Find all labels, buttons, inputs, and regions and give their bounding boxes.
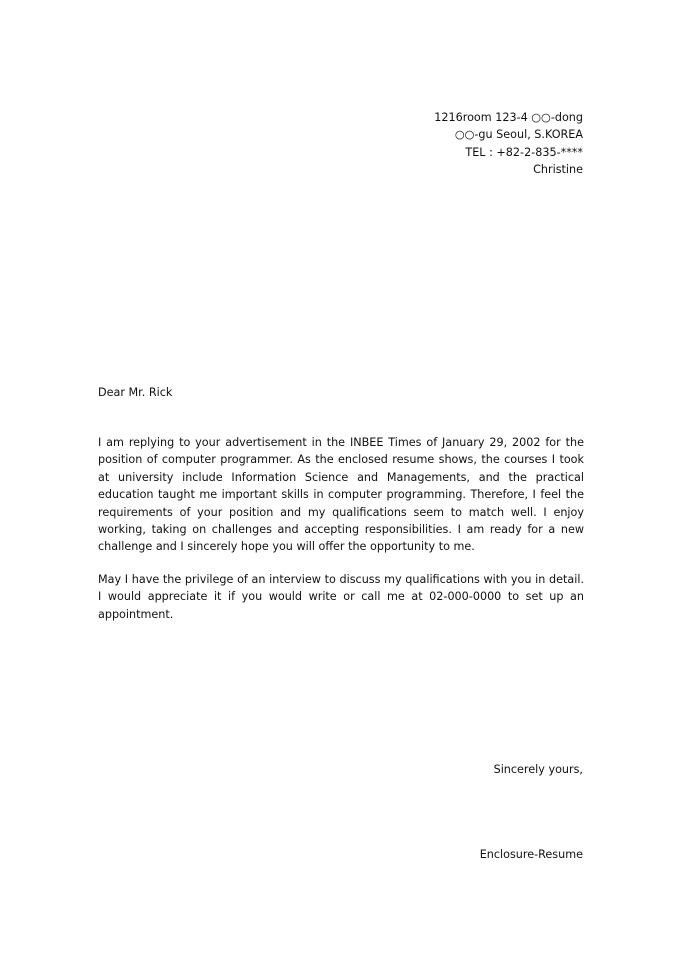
sender-phone: TEL : +82-2-835-****	[465, 145, 583, 159]
sender-address-line1: 1216room 123-4 ○○-dong	[434, 111, 583, 124]
enclosure-note: Enclosure-Resume	[479, 848, 583, 861]
closing: Sincerely yours,	[493, 763, 583, 776]
body-paragraph-2: May I have the privilege of an interview to discuss my qualifications with you in detail. I would appreciate it if you would write or call me at 02-000-0000 to set up an appointment.	[98, 573, 584, 621]
body-paragraph-1: I am replying to your advertisement in the INBEE Times of January 29, 2002 for the position of computer programmer. As the enclosed resume shows, the courses I took at university include Information Science and Managements, and the practical education taught me important skills in computer programming. Therefore, I feel the requirements of your position and my qualifications seem to match well. I enjoy working, taking on challenges and accepting responsibilities. I am ready for a new challenge and I sincerely hope you will offer the opportunity to me.	[98, 436, 584, 554]
sender-name: Christine	[533, 162, 583, 176]
salutation: Dear Mr. Rick	[98, 386, 173, 399]
sender-address-block	[434, 109, 583, 178]
sender-address-line2: ○○-gu Seoul, S.KOREA	[454, 128, 583, 142]
